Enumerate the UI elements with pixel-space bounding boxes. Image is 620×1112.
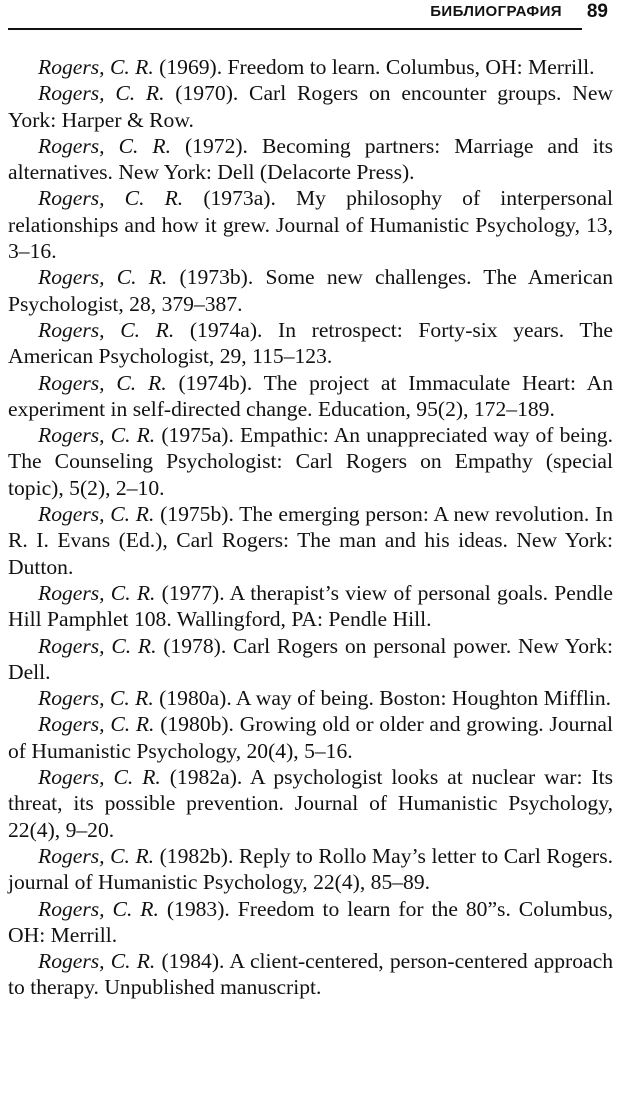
bibliography-entry bbox=[8, 711, 613, 764]
bibliography-entry bbox=[8, 501, 613, 580]
bibliography-list bbox=[8, 54, 613, 1001]
entry-author: Rogers, C. R. bbox=[38, 843, 155, 868]
entry-text: (1974b). The project at Immaculate Heart: An experiment in self-directed change. Education, 95(2), 172–189. bbox=[8, 370, 614, 421]
entry-text: (1974a). In retrospect: Forty-six years. The American Psychologist, 29, 115–123. bbox=[8, 317, 614, 369]
bibliography-entry bbox=[8, 317, 613, 370]
entry-text: (1983). Freedom to learn for the 80”s. Columbus, OH: Merrill. bbox=[8, 896, 613, 947]
entry-author: Rogers, C. R. bbox=[38, 765, 161, 790]
entry-author: Rogers, C. R. bbox=[38, 686, 154, 711]
entry-text: (1969). Freedom to learn. Columbus, OH: Merrill. bbox=[153, 55, 595, 79]
entry-author: Rogers, C. R. bbox=[38, 712, 155, 737]
header-rule bbox=[8, 28, 582, 30]
entry-text: (1975b). The emerging person: A new revolution. In R. I. Evans (Ed.), Carl Rogers: The man and his ideas. New York: Dutton. bbox=[8, 502, 613, 579]
entry-text: (1980a). A way of being. Boston: Houghton Mifflin. bbox=[153, 686, 612, 711]
entry-author: Rogers, C. R. bbox=[38, 55, 154, 79]
bibliography-entry bbox=[8, 133, 613, 186]
bibliography-entry bbox=[8, 948, 613, 1001]
entry-author: Rogers, C. R. bbox=[38, 896, 159, 921]
entry-text: (1982a). A psychologist looks at nuclear war: Its threat, its possible prevention. Journal of Humanistic Psychology, 22(4), 9–20. bbox=[8, 765, 613, 842]
bibliography-entry bbox=[8, 764, 613, 843]
entry-author: Rogers, C. R. bbox=[38, 186, 184, 211]
entry-author: Rogers, C. R. bbox=[38, 317, 175, 342]
entry-text: (1970). Carl Rogers on encounter groups. New York: Harper & Row. bbox=[8, 81, 613, 132]
running-header bbox=[0, 0, 620, 36]
page-number: 89 bbox=[586, 1, 608, 22]
entry-author: Rogers, C. R. bbox=[38, 81, 165, 106]
bibliography-entry bbox=[8, 685, 613, 711]
bibliography-entry bbox=[8, 843, 613, 896]
bibliography-entry bbox=[8, 264, 613, 317]
entry-text: (1973a). My philosophy of interpersonal relationships and how it grew. Journal of Humanistic Psychology, 13, 3–16. bbox=[8, 186, 614, 264]
bibliography-entry bbox=[8, 370, 613, 423]
entry-text: (1972). Becoming partners: Marriage and its alternatives. New York: Dell (Delacorte Press). bbox=[8, 133, 614, 185]
entry-text: (1984). A client-centered, person-centered approach to therapy. Unpublished manuscript. bbox=[8, 949, 613, 1000]
section-title: БИБЛИОГРАФИЯ bbox=[430, 3, 562, 20]
bibliography-entry bbox=[8, 580, 613, 633]
entry-text: (1975a). Empathic: An unappreciated way of being. The Counseling Psychologist: Carl Rogers on Empathy (special topic), 5(2), 2–10. bbox=[8, 423, 613, 500]
entry-text: (1973b). Some new challenges. The American Psychologist, 28, 379–387. bbox=[8, 265, 613, 316]
entry-text: (1982b). Reply to Rollo May’s letter to Carl Rogers. journal of Humanistic Psychology, 22(4), 85–89. bbox=[8, 843, 613, 895]
bibliography-entry bbox=[8, 422, 613, 501]
entry-author: Rogers, C. R. bbox=[38, 423, 156, 448]
entry-author: Rogers, C. R. bbox=[38, 370, 167, 395]
bibliography-entry bbox=[8, 633, 613, 686]
entry-author: Rogers, C. R. bbox=[38, 265, 168, 290]
bibliography-entry bbox=[8, 896, 613, 949]
bibliography-entry bbox=[8, 54, 613, 80]
entry-author: Rogers, C. R. bbox=[38, 633, 157, 658]
entry-author: Rogers, C. R. bbox=[38, 502, 155, 527]
entry-author: Rogers, C. R. bbox=[38, 949, 156, 974]
bibliography-entry bbox=[8, 185, 613, 264]
bibliography-entry bbox=[8, 80, 613, 133]
entry-author: Rogers, C. R. bbox=[38, 580, 156, 605]
entry-author: Rogers, C. R. bbox=[38, 133, 171, 158]
entry-text: (1980b). Growing old or older and growing. Journal of Humanistic Psychology, 20(4), 5–16. bbox=[8, 712, 613, 763]
entry-text: (1977). A therapist’s view of personal goals. Pendle Hill Pamphlet 108. Wallingford, PA: Pendle Hill. bbox=[8, 580, 613, 632]
entry-text: (1978). Carl Rogers on personal power. New York: Dell. bbox=[8, 633, 613, 684]
